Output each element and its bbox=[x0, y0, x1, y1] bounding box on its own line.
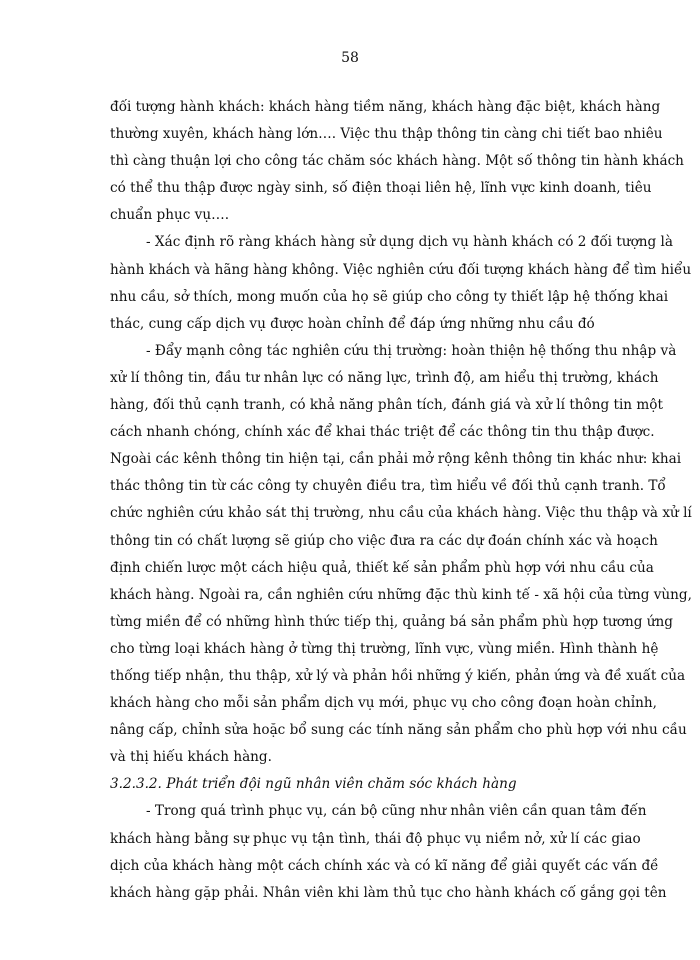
text-line: xử lí thông tin, đầu tư nhân lực có năng lực, trình độ, am hiểu thị trường, khách bbox=[110, 369, 659, 386]
text-line: cách nhanh chóng, chính xác để khai thác triệt để các thông tin thu thập được. bbox=[110, 424, 655, 441]
text-line: khách hàng cho mỗi sản phẩm dịch vụ mới, phục vụ cho công đoạn hoàn chỉnh, bbox=[110, 695, 657, 712]
text-line: Ngoài các kênh thông tin hiện tại, cần phải mở rộng kênh thông tin khác như: khai bbox=[110, 451, 682, 468]
text-line: khách hàng. Ngoài ra, cần nghiên cứu những đặc thù kinh tế - xã hội của từng vùng, bbox=[110, 586, 692, 603]
section-heading: 3.2.3.2. Phát triển đội ngũ nhân viên chăm sóc khách hàng bbox=[110, 776, 517, 793]
text-line: thường xuyên, khách hàng lớn…. Việc thu thập thông tin càng chi tiết bao nhiêu bbox=[110, 126, 663, 143]
text-line: cho từng loại khách hàng ở từng thị trường, lĩnh vực, vùng miền. Hình thành hệ bbox=[110, 640, 659, 657]
text-line: khách hàng bằng sự phục vụ tận tình, thái độ phục vụ niềm nở, xử lí các giao bbox=[110, 830, 641, 847]
text-line: - Đẩy mạnh công tác nghiên cứu thị trường: hoàn thiện hệ thống thu nhập và bbox=[146, 342, 677, 359]
text-line: chức nghiên cứu khảo sát thị trường, nhu cầu của khách hàng. Việc thu thập và xử lí bbox=[110, 505, 692, 522]
text-line: thống tiếp nhận, thu thập, xử lý và phản hồi những ý kiến, phản ứng và đề xuất của bbox=[110, 667, 686, 684]
text-line: thông tin có chất lượng sẽ giúp cho việc đưa ra các dự đoán chính xác và hoạch bbox=[110, 532, 658, 549]
body-text bbox=[110, 94, 692, 907]
text-line: có thể thu thập được ngày sinh, số điện thoại liên hệ, lĩnh vực kinh doanh, tiêu bbox=[110, 180, 652, 197]
text-line: - Trong quá trình phục vụ, cán bộ cũng như nhân viên cần quan tâm đến bbox=[146, 803, 647, 820]
text-line: và thị hiếu khách hàng. bbox=[110, 749, 272, 766]
text-line: thác thông tin từ các công ty chuyên điều tra, tìm hiểu về đối thủ cạnh tranh. Tổ bbox=[110, 478, 666, 495]
page-number: 58 bbox=[341, 50, 359, 66]
text-line: hàng, đối thủ cạnh tranh, có khả năng phân tích, đánh giá và xử lí thông tin một bbox=[110, 397, 663, 414]
text-line: thác, cung cấp dịch vụ được hoàn chỉnh để đáp ứng những nhu cầu đó bbox=[110, 315, 595, 332]
text-line: thì càng thuận lợi cho công tác chăm sóc khách hàng. Một số thông tin hành khách bbox=[110, 153, 684, 170]
text-line: từng miền để có những hình thức tiếp thị, quảng bá sản phẩm phù hợp tương ứng bbox=[110, 613, 673, 630]
text-line: - Xác định rõ ràng khách hàng sử dụng dịch vụ hành khách có 2 đối tượng là bbox=[146, 234, 673, 251]
text-line: dịch của khách hàng một cách chính xác và có kĩ năng để giải quyết các vấn đề bbox=[110, 857, 659, 874]
text-line: nhu cầu, sở thích, mong muốn của họ sẽ giúp cho công ty thiết lập hệ thống khai bbox=[110, 288, 669, 305]
text-line: hành khách và hãng hàng không. Việc nghiên cứu đối tượng khách hàng để tìm hiểu bbox=[110, 261, 692, 278]
text-line: định chiến lược một cách hiệu quả, thiết kế sản phẩm phù hợp với nhu cầu của bbox=[110, 559, 654, 576]
text-line: đối tượng hành khách: khách hàng tiềm năng, khách hàng đặc biệt, khách hàng bbox=[110, 99, 661, 115]
text-line: chuẩn phục vụ…. bbox=[110, 207, 230, 224]
text-line: nâng cấp, chỉnh sửa hoặc bổ sung các tính năng sản phẩm cho phù hợp với nhu cầu bbox=[110, 722, 687, 739]
text-line: khách hàng gặp phải. Nhân viên khi làm thủ tục cho hành khách cố gắng gọi tên bbox=[110, 884, 667, 901]
